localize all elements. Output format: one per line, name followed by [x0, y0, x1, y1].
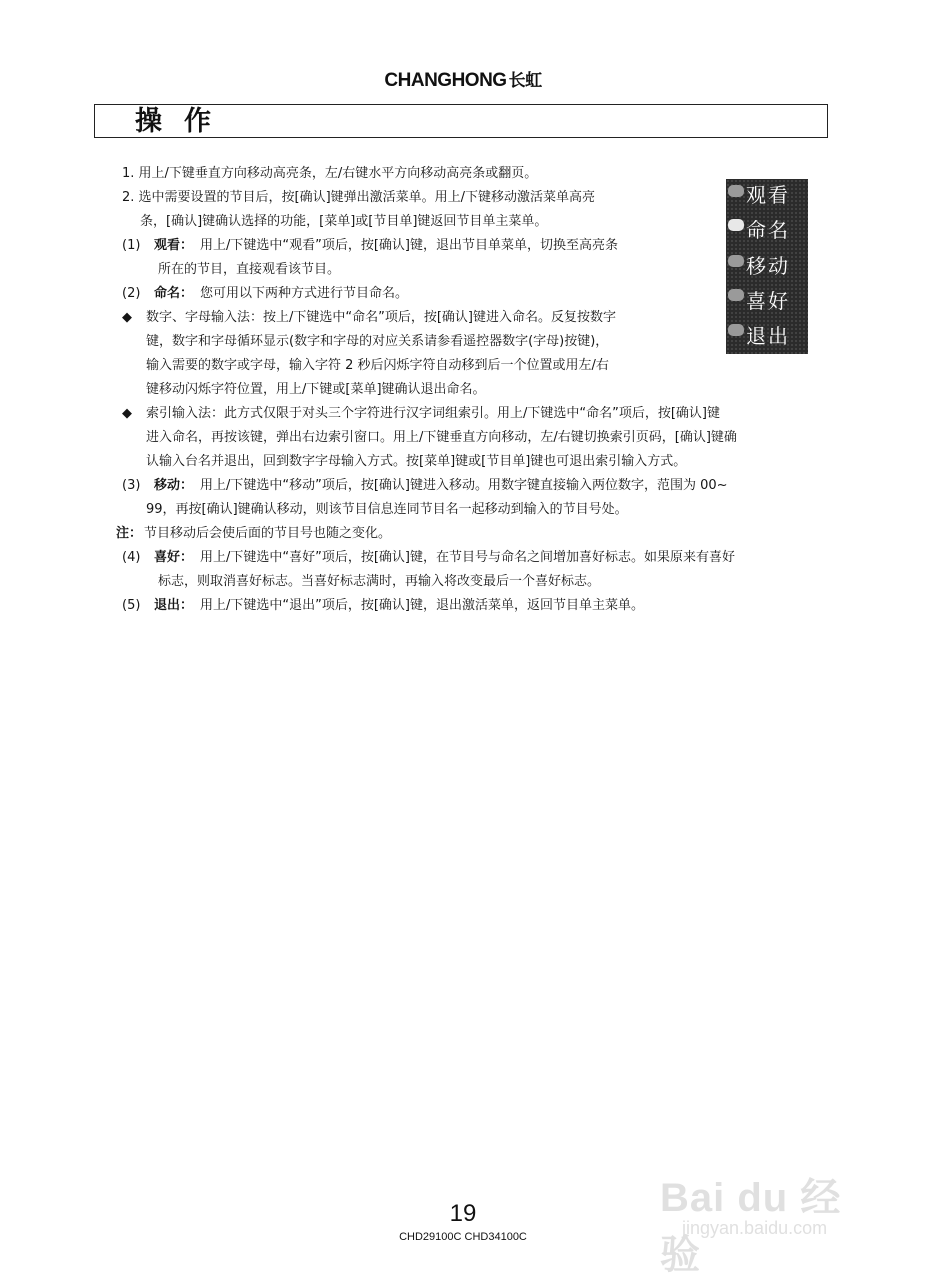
text-line: 用上/下键选中“观看”项后，按[确认]键，退出节目单菜单，切换至高亮条: [200, 238, 618, 253]
text-line: 用上/下键选中“退出”项后，按[确认]键，退出激活菜单，返回节目单主菜单。: [200, 598, 644, 613]
text-line: 用上/下键选中“移动”项后，按[确认]键进入移动。用数字键直接输入两位数字，范围为 00~: [200, 478, 728, 493]
section-title: 操作: [135, 106, 233, 137]
note-label: 注：: [116, 526, 143, 541]
model-number: CHD29100C CHD34100C: [399, 1231, 527, 1243]
section-title-box: [94, 104, 828, 138]
menu-marker: [728, 185, 744, 197]
menu-marker: [728, 255, 744, 267]
text-line: 用上/下键选中“喜好”项后，按[确认]键，在节目号与命名之间增加喜好标志。如果原来有喜好: [200, 550, 735, 565]
text-line: 您可用以下两种方式进行节目命名。: [200, 286, 409, 301]
text-line: 2. 选中需要设置的节目后，按[确认]键弹出激活菜单。用上/下键移动激活菜单高亮: [122, 190, 596, 205]
menu-marker: [728, 324, 744, 336]
page-number: 19: [449, 1200, 477, 1227]
bullet-diamond: ◆: [122, 406, 132, 421]
text-line: 进入命名，再按该键，弹出右边索引窗口。用上/下键垂直方向移动，左/右键切换索引页码，[确认]键确: [146, 430, 737, 445]
watermark-url: jingyan.baidu.com: [682, 1218, 828, 1238]
item-number: (1): [122, 238, 141, 253]
text-line: 键移动闪烁字符位置，用上/下键或[菜单]键确认退出命名。: [146, 382, 486, 397]
menu-item-move: 移动: [746, 254, 790, 278]
text-line: 99，再按[确认]键确认移动，则该节目信息连同节目名一起移动到输入的节目号处。: [146, 502, 628, 517]
watermark-text: Bai du 经验: [660, 1176, 842, 1277]
text-line: 条，[确认]键确认选择的功能，[菜单]或[节目单]键返回节目单主菜单。: [140, 214, 548, 229]
text-line: 数字、字母输入法：按上/下键选中“命名”项后，按[确认]键进入命名。反复按数字: [146, 310, 616, 325]
item-heading: 观看：: [154, 238, 194, 253]
text-line: 索引输入法：此方式仅限于对头三个字符进行汉字词组索引。用上/下键选中“命名”项后，按[确认]键: [146, 406, 720, 421]
text-line: 标志，则取消喜好标志。当喜好标志满时，再输入将改变最后一个喜好标志。: [158, 574, 601, 589]
item-number: (2): [122, 286, 141, 301]
brand-cn: 长虹: [508, 71, 542, 91]
item-heading: 退出：: [154, 598, 194, 613]
item-heading: 命名：: [154, 286, 194, 301]
text-line: 键，数字和字母循环显示(数字和字母的对应关系请参看遥控器数字(字母)按键)，: [146, 334, 609, 349]
menu-item-watch: 观看: [746, 183, 790, 207]
menu-item-exit: 退出: [746, 324, 790, 348]
item-number: (5): [122, 598, 141, 613]
text-line: 1. 用上/下键垂直方向移动高亮条，左/右键水平方向移动高亮条或翻页。: [122, 166, 538, 181]
text-line: 所在的节目，直接观看该节目。: [158, 262, 341, 277]
menu-marker: [728, 289, 744, 301]
item-number: (4): [122, 550, 141, 565]
item-number: (3): [122, 478, 141, 493]
brand-logo: [0, 66, 926, 92]
text-line: 认输入台名并退出，回到数字字母输入方式。按[菜单]键或[节目单]键也可退出索引输入方式。: [146, 454, 687, 469]
bullet-diamond: ◆: [122, 310, 132, 325]
item-heading: 喜好：: [154, 550, 194, 565]
item-heading: 移动：: [154, 478, 194, 493]
brand-latin: CHANGHONG: [384, 70, 507, 91]
menu-item-name: 命名: [746, 218, 790, 242]
menu-marker-active: [728, 219, 744, 231]
text-line: 节目移动后会使后面的节目号也随之变化。: [144, 526, 392, 541]
activation-menu-illustration: [726, 179, 808, 354]
menu-item-favorite: 喜好: [746, 289, 790, 313]
text-line: 输入需要的数字或字母，输入字符 2 秒后闪烁字符自动移到后一个位置或用左/右: [146, 358, 609, 373]
